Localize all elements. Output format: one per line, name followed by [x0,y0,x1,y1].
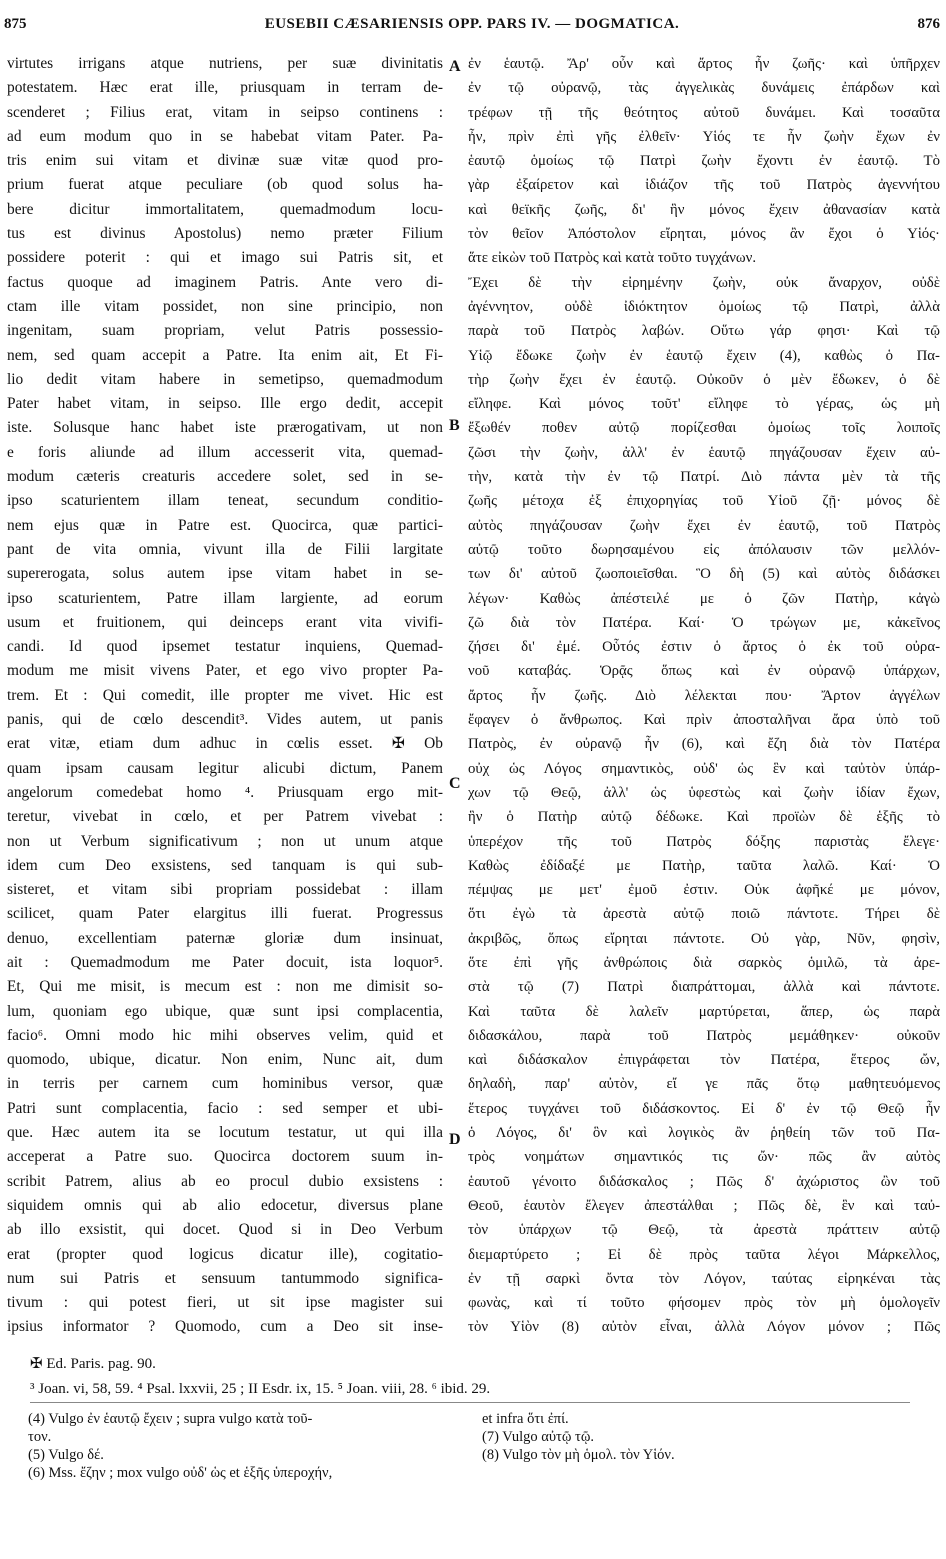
latin-text-line: ad eum modum quo in se habebat vitam Pater. Pa- [7,127,443,145]
reference-line: ³ Joan. vi, 58, 59. ⁴ Psal. lxxvii, 25 ; II Esdr. ix, 15. ⁵ Joan. viii, 28. ⁶ ibid. 29. [30,1381,491,1397]
greek-text-line: ζῶσι τὴν ζωὴν, ἀλλ' ἐν ἑαυτῷ πηγάζουσαν ἔχειν αὐ- [468,444,940,461]
latin-text-line: ab illo exsistit, qui docet. Quod si in Deo Verbum [7,1221,443,1239]
margin-marker-d: D [449,1131,461,1148]
greek-text-line: καὶ θεϊκῆς ζωῆς, δι' ἣν μόνος ἔχειν ἀθανασίαν κατὰ [468,201,940,218]
greek-text-line: τρέφων τῇ τῆς θεότητος αὐτοῦ δυνάμει. Καὶ τοσαῦτα [468,104,940,121]
latin-text-line: ipsius informator ? Quomodo, cum a Deo sit inse- [7,1318,443,1336]
latin-text-line: num sui Patris et sensuum tantummodo significa- [7,1269,443,1287]
greek-text-line: ὅτι ἐγὼ τὰ ἀρεστὰ αὐτῷ ποιῶ πάντοτε. Τήρει δὲ [468,906,940,923]
greek-text-line: γὰρ ἐξαίρετον καὶ ἰδιάζον τῆς τοῦ Πατρὸς ἀγεννήτου [468,177,940,194]
footnotes-right [482,1410,922,1464]
margin-marker-b: B [449,417,460,434]
greek-text-line: διδασκάλου, παρὰ τοῦ Πατρὸς μεμάθηκεν· οὐκοῦν [468,1027,940,1044]
latin-text-line: possidere poterit : qui et imago sui Patris sit, et [7,249,443,267]
latin-text-line: panis, qui de cœlo descendit³. Vides autem, ut panis [7,711,443,729]
greek-text-line: ὁ Λόγος, δι' ὃν καὶ λογικὸς ἂν ῥηθείη τῶν τοῦ Πα- [468,1125,940,1142]
greek-text-line: τὸν ὑπάρχων τῷ Θεῷ, τὰ ἀρεστὰ πράττειν αὐτῷ [468,1222,940,1239]
greek-text-line: ζήσει δι' ἐμέ. Οὗτός ἐστιν ὁ ἄρτος ὁ ἐκ τοῦ οὐρα- [468,639,940,656]
greek-text-line: ἔξωθέν ποθεν αὐτῷ πορίζεσθαι ὁμοίως τοῖς λοιποῖς [468,420,940,437]
greek-text-line: τὴν, κατὰ τὴν ἐν τῷ Πατρί. Διὸ πάντα μὲν τὰ τῆς [468,469,940,486]
greek-text-line: ἔφαγεν ὁ ἄνθρωπος. Καὶ πρὶν ἀποσταλῆναι ἄρα ὑπὸ τοῦ [468,712,940,729]
footnote-line: (7) Vulgo αὐτῷ τῷ. [482,1429,595,1445]
footnote-line: (8) Vulgo τὸν μὴ ὁμολ. τὸν Υἱόν. [482,1447,675,1463]
page-header [4,16,940,38]
greek-text-line: νοῦ καταβάς. Ὁρᾷς ὅπως καὶ ἐν οὐρανῷ ὑπάρχων, [468,663,940,680]
latin-text-line: Pater habet vitam, in seipso. Ille ergo dedit, accepit [7,395,443,413]
latin-text-line: trem. Et : Qui comedit, ille propter me vivet. Hic est [7,686,443,704]
latin-text-line: bere dicitur immortalitatem, quemadmodum locu- [7,200,443,218]
greek-text-line: εἴληφε. Καὶ μόνος τοῦτ' εἴληφε τὸ γέρας, ὡς μὴ [468,396,940,413]
latin-text-line: erat (propter quod logicus dicatur ille), cogitatio- [7,1245,443,1263]
greek-text-line: ἄρτος ἦν ζωῆς. Διὸ λέλεκται που· Ἄρτον ἀγγέλων [468,687,940,704]
greek-column [468,52,940,1352]
greek-text-line: Υἱῷ ἔδωκε ζωὴν ἐν ἑαυτῷ ἔχειν (4), καθὼς ὁ Πα- [468,347,940,364]
margin-marker-a: A [449,58,461,75]
greek-text-line: Πατρὸς, ἐν οὐρανῷ ἦν (6), καὶ ἔζη διὰ τὸν Πατέρα [468,736,940,753]
latin-text-line: modum cæteris creaturis accedere solet, sed in se- [7,468,443,486]
latin-text-line: scribit Patrem, alius ab eo procul dubio exsistens : [7,1172,443,1190]
latin-text-line: tus est divinus Apostolus) nemo præter Filium [7,225,443,243]
page-number-left: 875 [4,16,27,32]
latin-text-line: non ut Verbum significativum ; non ut unum atque [7,832,443,850]
greek-text-line: διεμαρτύρετο ; Εἰ δὲ πρὸς ταῦτα λέγοι Μάρκελλος, [468,1246,940,1263]
greek-text-line: Καθὼς ἐδίδαξέ με Πατὴρ, ταῦτα λαλῶ. Καί· Ὁ [468,857,940,874]
footnote-line: et infra ὅτι ἐπί. [482,1411,569,1427]
greek-text-line: πέμψας με μετ' ἐμοῦ ἐστιν. Οὐκ ἀφῆκέ με μόνον, [468,882,940,899]
latin-text-line: lio dedit vitam habere in semetipso, quemadmodum [7,370,443,388]
latin-text-line: Et, Qui me misit, is mecum est : non me dimisit so- [7,978,443,996]
footnote-line: (6) Mss. ἔζην ; mox vulgo οὐδ' ὡς et ἑξῆς ὑπεροχήν, [28,1465,333,1481]
latin-text-line: ctam ille vitam possidet, non sine principio, non [7,297,443,315]
greek-text-line: δηλαδὴ, παρ' αὐτὸν, εἴ γε πᾶς ὅτῳ μαθητευόμενος [468,1076,940,1093]
greek-text-line: τὴρ ζωὴν ἔχει ἐν ἑαυτῷ. Οὐκοῦν ὁ μὲν ἔδωκεν, ὁ δὲ [468,371,940,388]
latin-text-line: nem ejus quæ in Patre est. Quocirca, quæ partici- [7,516,443,534]
greek-text-line: Ἔχει δὲ τὴν εἰρημένην ζωὴν, οὐκ ἄναρχον, οὐδὲ [468,274,940,291]
greek-text-line: στὰ τῷ (7) Πατρὶ διαπράττομαι, ἀλλὰ καὶ πάντοτε. [468,979,940,996]
greek-text-line: ἕτερος τυγχάνει τοῦ διδάσκοντος. Εἰ δ' ἐν τῷ Θεῷ ἦν [468,1100,940,1117]
latin-text-line: prium fuerat atque peculiare (ob quod solus ha- [7,176,443,194]
latin-text-line: nem, sed quam accepit a Patre. Ita enim ait, Et Fi- [7,346,443,364]
greek-text-line: αὐτῷ τοῦτο δωρησαμένου εἰς ἀπόλαυσιν τῶν μελλόν- [468,541,940,558]
latin-text-line: tivum : qui potest fieri, ut sit ipse magister sui [7,1294,443,1312]
latin-text-line: teretur, vivebat in cœlo, et per Patrem vivebat : [7,808,443,826]
greek-text-line: Καὶ ταῦτα δὲ λαλεῖν μαρτύρεται, ἅπερ, ὡς παρὰ [468,1003,940,1020]
latin-text-line: siquidem omnis qui ab alio edocetur, diversus plane [7,1196,443,1214]
greek-text-line: ἐν τῷ οὐρανῷ, τὰς ἀγγελικὰς δυνάμεις ἐπάρδων καὶ [468,80,940,97]
latin-text-line: Patri sunt complacentia, facio : sed semper et ubi- [7,1099,443,1117]
greek-text-line: παρὰ τοῦ Πατρὸς λαβών. Οὕτω γάρ φησι· Καὶ τῷ [468,323,940,340]
latin-text-line: factus quoque ad imaginem Patris. Ante vero di- [7,273,443,291]
greek-text-line: ζῶ διὰ τὸν Πατέρα. Καί· Ὁ τρώγων με, κἀκεῖνος [468,614,940,631]
latin-text-line: que. Hæc autem ita se locutum testatur, ut qui illa [7,1124,443,1142]
greek-text-line: λέγων· Καθὼς ἀπέστειλέ με ὁ ζῶν Πατὴρ, κἀγὼ [468,590,940,607]
greek-text-line: ἀγέννητον, οὐδὲ ἰδιόκτητον ὁμοίως τῷ Πατρὶ, ἀλλὰ [468,298,940,315]
greek-text-line: ἐν τῇ σαρκὶ ὄντα τὸν Λόγον, ταύτας εἰρηκέναι τὰς [468,1270,940,1287]
greek-text-line: τρὸς νοημάτων σημαντικός τις ὤν· πῶς ἂν αὐτὸς [468,1149,940,1166]
latin-text-line: quomodo, ubique, dicatur. Non enim, Nunc ait, dum [7,1051,443,1069]
latin-text-line: potestatem. Hæc erat ille, priusquam in terram de- [7,79,443,97]
latin-text-line: ipso scaturientem, Patre illam largiente, ad eorum [7,589,443,607]
latin-text-line: pant de vita omnia, vivunt illa de Filii largitate [7,540,443,558]
greek-text-line: ὑπερέχον τῆς τοῦ Πατρὸς δόξης παριστὰς ἔλεγε· [468,833,940,850]
greek-text-line: των δι' αὐτοῦ ζωοποιεῖσθαι. Ὃ δὴ (5) καὶ αὐτὸς διδάσκει [468,566,940,583]
latin-column [7,52,443,1352]
greek-text-line: οὐχ ὡς Λόγος σημαντικὸς, οὐδ' ὡς ἓν καὶ ταὐτὸν ὑπάρ- [468,760,940,777]
latin-text-line: scilicet, quam Pater elargitus illi fuerat. Progressus [7,905,443,923]
latin-text-line: usum et fruitionem, qui deinceps erant vita vivifi- [7,613,443,631]
latin-text-line: ingenitam, suam propriam, velut Patris possessio- [7,322,443,340]
latin-text-line: ipso scaturientem illam teneat, secundum conditio- [7,492,443,510]
scripture-references [30,1352,930,1402]
latin-text-line: acceperat a Patre suo. Quocirca doctorem suum in- [7,1148,443,1166]
latin-text-line: tris enim sui vitam et divinæ suæ vitæ quod pro- [7,152,443,170]
latin-text-line: supererogata, solus autem ipse vitam habet in se- [7,565,443,583]
latin-text-line: angelorum comedebat homo ⁴. Priusquam ergo mit- [7,783,443,801]
greek-text-line: τὸν θεῖον Ἀπόστολον εἴρηται, μόνος ἂν ἔχοι ὁ Υἱός· [468,226,940,243]
greek-text-line: ἅτε εἰκὼν τοῦ Πατρὸς καὶ κατὰ τοῦτο τυγχάνων. [468,250,757,267]
margin-marker-c: C [449,775,461,792]
greek-text-line: καὶ διδάσκαλον ἐπιγράφεται τὸν Πατέρα, ἕτερος ὤν, [468,1052,940,1069]
greek-text-line: χων τῷ Θεῷ, ἀλλ' ὡς ὑφεστὼς καὶ ζωὴν ἰδίαν ἔχων, [468,784,940,801]
greek-text-line: ζωῆς μέτοχα ἐξ ἐπιχορηγίας τοῦ Υἱοῦ ζῇ· μόνος δὲ [468,493,940,510]
latin-text-line: virtutes irrigans atque nutriens, per suæ divinitatis [7,55,443,72]
reference-line: ✠ Ed. Paris. pag. 90. [30,1356,156,1372]
greek-text-line: Θεοῦ, ἑαυτὸν ἔλεγεν ἀπεστάλθαι ; Πῶς δὲ, ἓν καὶ ταὐ- [468,1197,940,1214]
latin-text-line: iste. Solusque hanc habet iste prærogativam, ut non [7,419,443,437]
footnote-line: (5) Vulgo δέ. [28,1447,104,1463]
latin-text-line: candi. Id quod ipsemet testatur inquiens, Quemad- [7,638,443,656]
latin-text-line: modum me misit vivens Pater, et ego vivo propter Pa- [7,662,443,680]
latin-text-line: scenderet ; Filius erat, vitam in seipso continens : [7,103,443,121]
greek-text-line: ἐν ἑαυτῷ. Ἄρ' οὖν καὶ ἄρτος ἦν ζωῆς· καὶ ὑπῆρχεν [468,56,940,72]
latin-text-line: lum, quoniam ego ubique, quæ sunt ipsi complacentia, [7,1002,443,1020]
footnote-line: τον. [28,1429,52,1445]
latin-text-line: facio⁶. Omni modo hic mihi observes velim, quid et [7,1026,443,1044]
greek-text-line: ἑαυτοῦ γένοιτο διδάσκαλος ; Πῶς δ' ἀχώριστος ὢν τοῦ [468,1173,940,1190]
latin-text-line: in terris per carnem cum hominibus versor, quæ [7,1075,443,1093]
greek-text-line: ὅτε ἐπὶ γῆς ἀνθρώποις διὰ σαρκὸς ὁμιλῶ, τὰ ἀρε- [468,954,940,971]
footnote-divider [30,1402,910,1403]
greek-text-line: ἀκριβῶς, ὅπως εἴρηται πάντοτε. Οὐ γὰρ, Νῦν, φησὶν, [468,930,940,947]
greek-text-line: αὐτὸς πηγάζουσαν ζωὴν ἔχει ἐν ἑαυτῷ, τοῦ Πατρὸς [468,517,940,534]
greek-text-line: ἦν, πρὶν ἐπὶ γῆς ἐλθεῖν· Υἱός τε ἦν ζωὴν ἔχων ἐν [468,128,940,145]
latin-text-line: ait : Quemadmodum me Pater docuit, ista loquor⁵. [7,953,443,971]
footnote-line: (4) Vulgo ἐν ἑαυτῷ ἔχειν ; supra vulgo κατὰ τοῦ- [28,1411,313,1427]
latin-text-line: erat vitæ, etiam dum adhuc in cœlis esset. ✠ Ob [7,735,443,753]
latin-text-line: sisteret, et vitam sibi propriam possidebat : illam [7,881,443,899]
running-title: EUSEBII CÆSARIENSIS OPP. PARS IV. — DOGMATICA. [264,16,680,32]
latin-text-line: e foris aliunde ad illum accesserit vita, quemad- [7,443,443,461]
footnotes-left [28,1410,458,1482]
page-number-right: 876 [917,16,940,32]
greek-text-line: φωνὰς, καὶ τί τοῦτο φήσομεν πρὸς τὸν μὴ ὁμολογεῖν [468,1295,940,1312]
greek-text-line: τὸν Υἱὸν (8) αὐτὸν εἶναι, ἀλλὰ Λόγον μόνον ; Πῶς [468,1319,940,1336]
latin-text-line: denuo, excellentiam paternæ gloriæ dum insinuat, [7,929,443,947]
latin-text-line: quam ipsam causam legitur alicubi dictum, Panem [7,759,443,777]
greek-text-line: ἑαυτῷ ὁμοίως τῷ Πατρὶ ζωὴν ἔχοντι ἐν ἑαυτῷ. Τὸ [468,153,940,170]
greek-text-line: ἣν ὁ Πατὴρ αὐτῷ δέδωκε. Καὶ προϊὼν δὲ ἑξῆς τὸ [468,809,940,826]
latin-text-line: idem cum Deo exsistens, sed tanquam is qui sub- [7,856,443,874]
